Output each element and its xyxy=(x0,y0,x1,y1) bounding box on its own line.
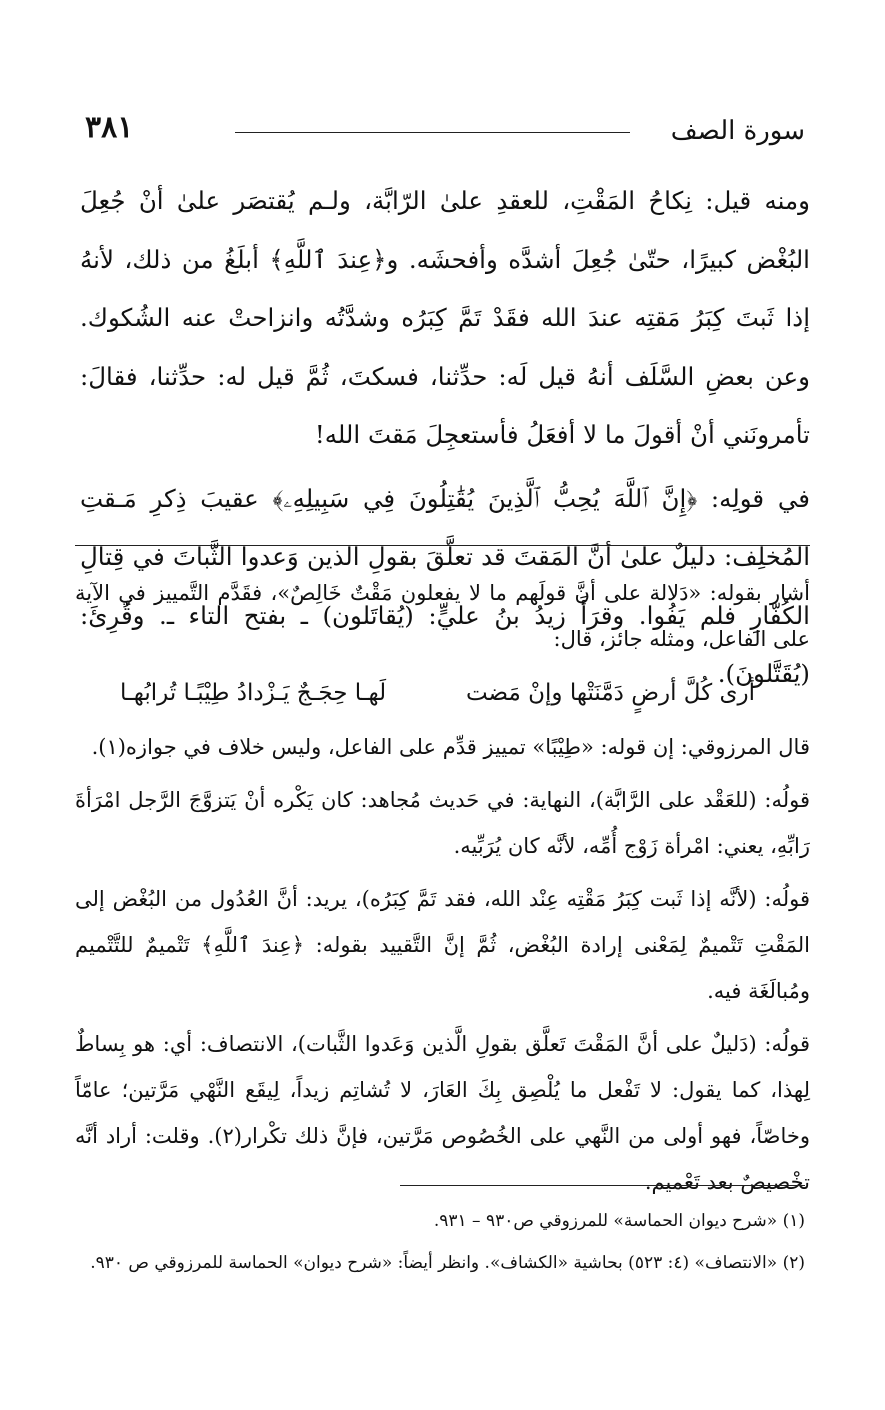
commentary-paragraph: قولُه: (دَليلٌ على أنَّ المَقْتَ تَعلَّق بقولِ الَّذين وَعَدوا الثَّبات)، الانتصاف: أي: هو بِساطٌ لِهذا، كما يقول: لا تَفْعل ما يُلْصِق بِكَ العَارَ، لا تُشاتِم زيداً، لِيقَع النَّهْي مَرَّتين؛ عامّاً وخاصّاً، فهو أولى من النَّهي على الخُصُوص مَرَّتين، فإنَّ ذلك تكْرار(٢). وقلت: أراد أنَّه تخْصيصٌ بعد تَعْميم. xyxy=(75,1032,810,1194)
commentary-paragraph: قولُه: (للعَقْد على الرَّابَّة)، النهاية: في حَديث مُجاهد: كان يَكْره أنْ يَتزوَّجَ الرَّجل امْرَأةَ رَابِّهِ، يعني: امْرأة زَوْج أُمِّه، لأنَّه كان يُرَبِّيه. xyxy=(75,788,810,858)
footnotes xyxy=(75,1200,805,1284)
footnote: (٢) «الانتصاف» (٤: ٥٢٣) بحاشية «الكشاف». وانظر أيضاً: «شرح ديوان» الحماسة للمرزوقي ص ٩٣٠. xyxy=(90,1253,805,1273)
surah-title: سورة الصف xyxy=(670,116,805,146)
verse-first-hemistich: أرى كُلَّ أرضٍ دَمَّنَتْها وإنْ مَضت xyxy=(465,680,755,706)
commentary xyxy=(75,570,810,1205)
commentary-paragraph: قولُه: (لأنَّه إذا ثَبت كِبَرُ مَقْتِه عِنْد الله، فقد تَمَّ كِبَرُه)، يريد: أنَّ العُدُول من البُغْض إلى المَقْتِ تَتْميمٌ لِمَعْنى إرادة البُغْض، ثُمَّ إنَّ التَّقييد بقوله: ﴿عِندَ ٱللَّهِ﴾ تَتْميمٌ للتَّتْميم ومُبالَغَة فيه. xyxy=(75,887,810,1003)
poetry-verse xyxy=(75,666,810,720)
main-paragraph: في قولِه: ﴿إِنَّ ٱللَّهَ يُحِبُّ ٱلَّذِينَ يُقَٰتِلُونَ فِي سَبِيلِهِۦ﴾ عقيبَ ذِكرِ مَـقتِ المُخلِف: دليلٌ علىٰ أنَّ المَقتَ قد تعلَّقَ بقولِ الذين وَعدوا الثَّباتَ في قِتالِ الكُفّارِ فلم يَفُوا. وقرَأَ زيدُ بنُ عليٍّ: (يُقاتَلون) ـ بفتح التاء ـ. وقُرِئَ: (يُقَتَّلونَ). xyxy=(80,483,810,688)
commentary-paragraph: قال المرزوقي: إن قوله: «طِيْبًا» تمييز قدِّم على الفاعل، وليس خلاف في جوازه(١). xyxy=(91,735,810,759)
page-number: ٣٨١ xyxy=(85,110,134,145)
main-paragraph: ومنه قيل: نِكاحُ المَقْتِ، للعقدِ علىٰ الرّابَّة، ولـم يُقتصَر علىٰ أنْ جُعِلَ البُغْض كبيرًا، حتّىٰ جُعِلَ أشدَّه وأفحشَه. و﴿عِندَ ٱللَّهِ﴾ أبلَغُ من ذلك، لأنهُ إذا ثَبتَ كِبَرُ مَقتِه عندَ الله فقَدْ تَمَّ كِبَرُه وشدَّتُه وانزاحتْ عنه الشُكوك. وعن بعضِ السَّلَف أنهُ قيل لَه: حدِّثنا، فسكتَ، ثُمَّ قيل له: حدِّثنا، فقالَ: تأمرونَني أنْ أقولَ ما لا أفعَلُ فأستعجِلَ مَقتَ الله! xyxy=(80,186,810,449)
header-rule xyxy=(235,132,630,133)
running-header xyxy=(85,110,805,160)
footnote: (١) «شرح ديوان الحماسة» للمرزوقي ص٩٣٠ – ٩٣١. xyxy=(433,1211,805,1231)
footnote-divider xyxy=(400,1185,805,1186)
commentary-intro: أشار بقوله: «دَلالة على أنَّ قولَهم ما لا يفعلون مَقْتٌ خَالِصٌ»، فقَدَّم التَّمييز في الآية على الفاعل، ومثله جائز، قال: xyxy=(75,581,810,651)
section-divider xyxy=(75,545,810,546)
verse-second-hemistich: لَهـا حِجَـجٌ يَـزْدادُ طِيْبًـا تُرابُهـا xyxy=(120,680,387,706)
